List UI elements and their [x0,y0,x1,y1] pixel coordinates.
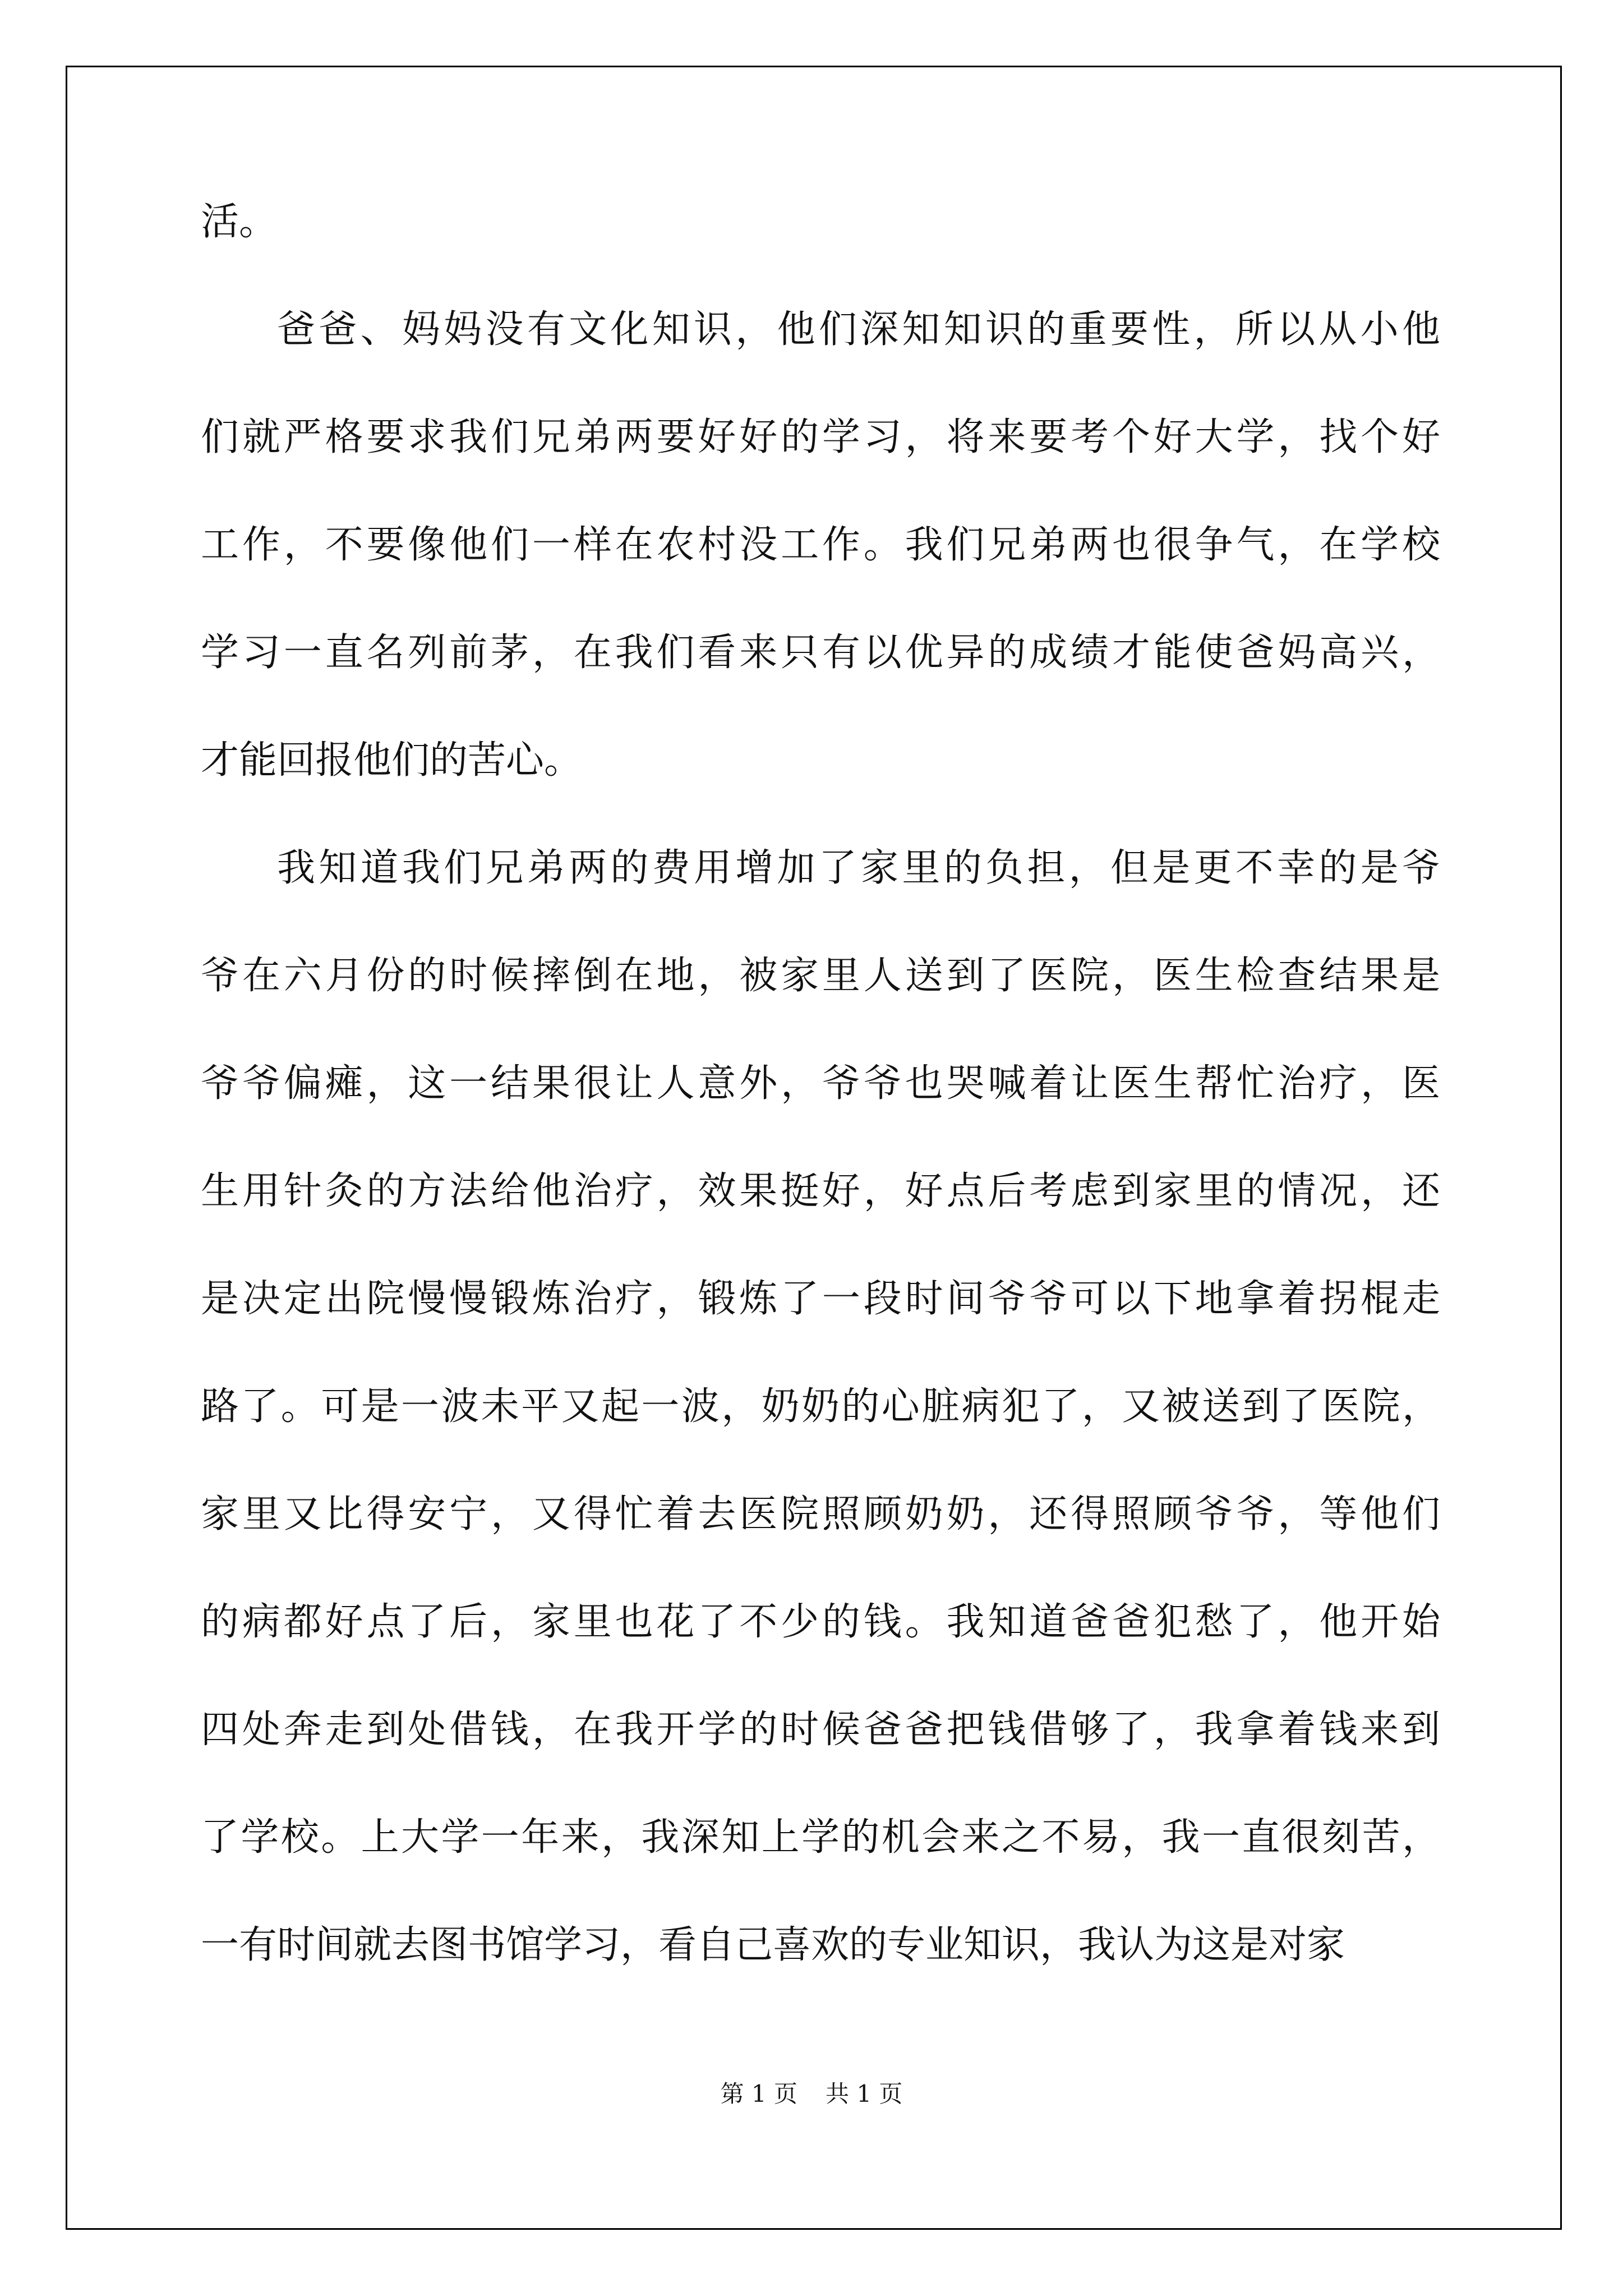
paragraph-2-line-6: 家里又比得安宁，又得忙着去医院照顾奶奶，还得照顾爷爷，等他们 [201,1492,1440,1536]
paragraph-2-line-2: 爷爷偏瘫，这一结果很让人意外，爷爷也哭喊着让医生帮忙治疗，医 [201,1061,1440,1106]
paragraph-2-line-7: 的病都好点了后，家里也花了不少的钱。我知道爸爸犯愁了，他开始 [201,1600,1440,1644]
paragraph-2-line-5: 路了。可是一波未平又起一波，奶奶的心脏病犯了，又被送到了医院， [201,1384,1440,1429]
paragraph-2-line-9: 了学校。上大学一年来，我深知上学的机会来之不易，我一直很刻苦， [201,1815,1440,1860]
page-footer [0,2076,1623,2109]
document-body [201,168,1440,1999]
paragraph-1-line-2: 工作，不要像他们一样在农村没工作。我们兄弟两也很争气，在学校 [201,523,1440,567]
paragraph-2-line-3: 生用针灸的方法给他治疗，效果挺好，好点后考虑到家里的情况，还 [201,1169,1440,1213]
paragraph-2-line-4: 是决定出院慢慢锻炼治疗，锻炼了一段时间爷爷可以下地拿着拐棍走 [201,1277,1440,1321]
paragraph-2-line-1: 爷在六月份的时候摔倒在地，被家里人送到了医院，医生检查结果是 [201,954,1440,998]
page-total: 共 1 页 [826,2080,903,2108]
page-number: 第 1 页 [720,2080,797,2108]
paragraph-2-line-0: 我知道我们兄弟两的费用增加了家里的负担，但是更不幸的是爷 [277,846,1440,890]
paragraph-1-line-1: 们就严格要求我们兄弟两要好好的学习，将来要考个好大学，找个好 [201,415,1440,459]
paragraph-1-line-4: 才能回报他们的苦心。 [201,738,583,783]
paragraph-1-line-3: 学习一直名列前茅，在我们看来只有以优异的成绩才能使爸妈高兴， [201,631,1440,675]
paragraph-2-line-8: 四处奔走到处借钱，在我开学的时候爸爸把钱借够了，我拿着钱来到 [201,1708,1440,1752]
paragraph-2-line-10: 一有时间就去图书馆学习，看自己喜欢的专业知识，我认为这是对家 [201,1923,1345,1967]
paragraph-1-line-0: 爸爸、妈妈没有文化知识，他们深知知识的重要性，所以从小他 [277,307,1440,352]
paragraph-0-line-0: 活。 [201,200,278,244]
